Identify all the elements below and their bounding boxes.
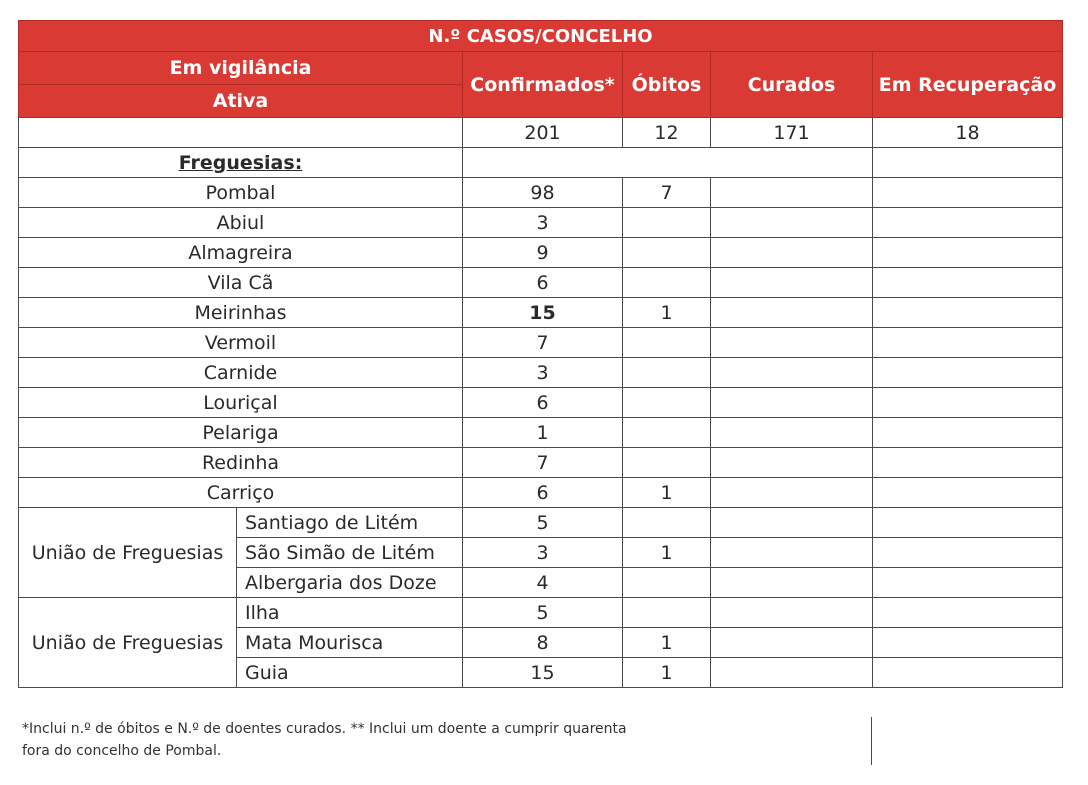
union-member-obitos	[623, 568, 711, 598]
header-recuperacao: Em Recuperação	[873, 52, 1063, 118]
freguesia-curados	[711, 478, 873, 508]
union-member-curados	[711, 538, 873, 568]
union-member-recuperacao	[873, 628, 1063, 658]
union-member-obitos	[623, 598, 711, 628]
table-row	[19, 418, 1063, 448]
header-curados: Curados	[711, 52, 873, 118]
freguesia-recuperacao	[873, 268, 1063, 298]
union-member-curados	[711, 598, 873, 628]
union-member-confirmados: 8	[463, 628, 623, 658]
cases-table	[18, 20, 1063, 688]
table-row	[19, 358, 1063, 388]
freguesia-name: Redinha	[19, 448, 463, 478]
freguesia-recuperacao	[873, 358, 1063, 388]
freguesia-obitos	[623, 268, 711, 298]
freguesia-confirmados: 6	[463, 478, 623, 508]
freguesia-name: Meirinhas	[19, 298, 463, 328]
table-row	[19, 508, 1063, 538]
header-confirmados: Confirmados*	[463, 52, 623, 118]
table-row	[19, 298, 1063, 328]
total-confirmados: 201	[463, 118, 623, 148]
freguesia-name: Carriço	[19, 478, 463, 508]
table-row	[19, 478, 1063, 508]
freguesia-confirmados: 6	[463, 268, 623, 298]
freguesia-curados	[711, 238, 873, 268]
union-member-curados	[711, 568, 873, 598]
table-row	[19, 448, 1063, 478]
union-label: União de Freguesias	[19, 598, 237, 688]
freguesia-name: Almagreira	[19, 238, 463, 268]
table-row	[19, 268, 1063, 298]
freguesia-curados	[711, 418, 873, 448]
column-divider	[871, 717, 872, 765]
union-member-obitos: 1	[623, 658, 711, 688]
table-row	[19, 208, 1063, 238]
freguesia-name: Louriçal	[19, 388, 463, 418]
freguesias-label-row	[19, 148, 1063, 178]
freguesias-empty-cell	[463, 148, 873, 178]
freguesia-obitos	[623, 388, 711, 418]
union-member-obitos: 1	[623, 628, 711, 658]
footnote	[22, 718, 722, 762]
freguesia-confirmados: 3	[463, 208, 623, 238]
freguesia-obitos: 1	[623, 478, 711, 508]
union-member-name: Santiago de Litém	[237, 508, 463, 538]
total-recuperacao: 18	[873, 118, 1063, 148]
table-title: N.º CASOS/CONCELHO	[19, 21, 1063, 52]
freguesia-curados	[711, 208, 873, 238]
total-obitos: 12	[623, 118, 711, 148]
totals-row	[19, 118, 1063, 148]
footnote-line-2: fora do concelho de Pombal.	[22, 743, 222, 759]
freguesia-confirmados: 15	[463, 298, 623, 328]
freguesia-confirmados: 7	[463, 328, 623, 358]
header-obitos: Óbitos	[623, 52, 711, 118]
union-member-name: Mata Mourisca	[237, 628, 463, 658]
freguesia-obitos: 7	[623, 178, 711, 208]
freguesias-label-cell	[19, 148, 463, 178]
union-member-name: Guia	[237, 658, 463, 688]
freguesia-curados	[711, 178, 873, 208]
freguesia-name: Abiul	[19, 208, 463, 238]
freguesia-curados	[711, 328, 873, 358]
freguesia-obitos	[623, 418, 711, 448]
footnote-line-1: *Inclui n.º de óbitos e N.º de doentes curados. ** Inclui um doente a cumprir quarenta	[22, 721, 627, 737]
table-title-row	[19, 21, 1063, 52]
freguesia-obitos	[623, 238, 711, 268]
union-member-name: Albergaria dos Doze	[237, 568, 463, 598]
union-member-confirmados: 5	[463, 508, 623, 538]
freguesia-recuperacao	[873, 418, 1063, 448]
freguesia-recuperacao	[873, 298, 1063, 328]
union-member-name: São Simão de Litém	[237, 538, 463, 568]
union-member-curados	[711, 658, 873, 688]
freguesia-confirmados: 1	[463, 418, 623, 448]
freguesia-name: Pelariga	[19, 418, 463, 448]
freguesia-obitos	[623, 358, 711, 388]
union-member-recuperacao	[873, 598, 1063, 628]
freguesia-curados	[711, 388, 873, 418]
freguesia-obitos	[623, 448, 711, 478]
freguesia-name: Vila Cã	[19, 268, 463, 298]
freguesia-recuperacao	[873, 208, 1063, 238]
table-row	[19, 388, 1063, 418]
freguesia-curados	[711, 358, 873, 388]
union-member-confirmados: 15	[463, 658, 623, 688]
freguesia-confirmados: 6	[463, 388, 623, 418]
union-member-recuperacao	[873, 538, 1063, 568]
union-member-recuperacao	[873, 568, 1063, 598]
union-member-confirmados: 3	[463, 538, 623, 568]
union-member-confirmados: 4	[463, 568, 623, 598]
freguesia-recuperacao	[873, 328, 1063, 358]
freguesia-obitos: 1	[623, 298, 711, 328]
freguesia-recuperacao	[873, 178, 1063, 208]
freguesia-name: Pombal	[19, 178, 463, 208]
header-ativa: Ativa	[19, 85, 463, 118]
freguesias-recuperacao-cell	[873, 148, 1063, 178]
table-row	[19, 238, 1063, 268]
header-row	[19, 52, 1063, 85]
freguesia-confirmados: 98	[463, 178, 623, 208]
freguesia-obitos	[623, 208, 711, 238]
freguesia-name: Carnide	[19, 358, 463, 388]
union-member-obitos: 1	[623, 538, 711, 568]
union-member-curados	[711, 628, 873, 658]
freguesia-curados	[711, 448, 873, 478]
union-member-recuperacao	[873, 508, 1063, 538]
freguesias-label: Freguesias:	[178, 151, 303, 174]
table-row	[19, 598, 1063, 628]
totals-empty-cell	[19, 118, 463, 148]
table-row	[19, 178, 1063, 208]
union-label: União de Freguesias	[19, 508, 237, 598]
freguesia-confirmados: 9	[463, 238, 623, 268]
freguesia-name: Vermoil	[19, 328, 463, 358]
document-sheet	[18, 20, 1062, 765]
freguesia-curados	[711, 268, 873, 298]
freguesia-curados	[711, 298, 873, 328]
union-member-obitos	[623, 508, 711, 538]
union-member-confirmados: 5	[463, 598, 623, 628]
freguesia-confirmados: 7	[463, 448, 623, 478]
union-member-curados	[711, 508, 873, 538]
freguesia-recuperacao	[873, 448, 1063, 478]
freguesia-recuperacao	[873, 238, 1063, 268]
freguesia-confirmados: 3	[463, 358, 623, 388]
total-curados: 171	[711, 118, 873, 148]
freguesia-recuperacao	[873, 478, 1063, 508]
union-member-name: Ilha	[237, 598, 463, 628]
freguesia-obitos	[623, 328, 711, 358]
table-row	[19, 328, 1063, 358]
union-member-recuperacao	[873, 658, 1063, 688]
freguesia-recuperacao	[873, 388, 1063, 418]
header-vigilancia: Em vigilância	[19, 52, 463, 85]
